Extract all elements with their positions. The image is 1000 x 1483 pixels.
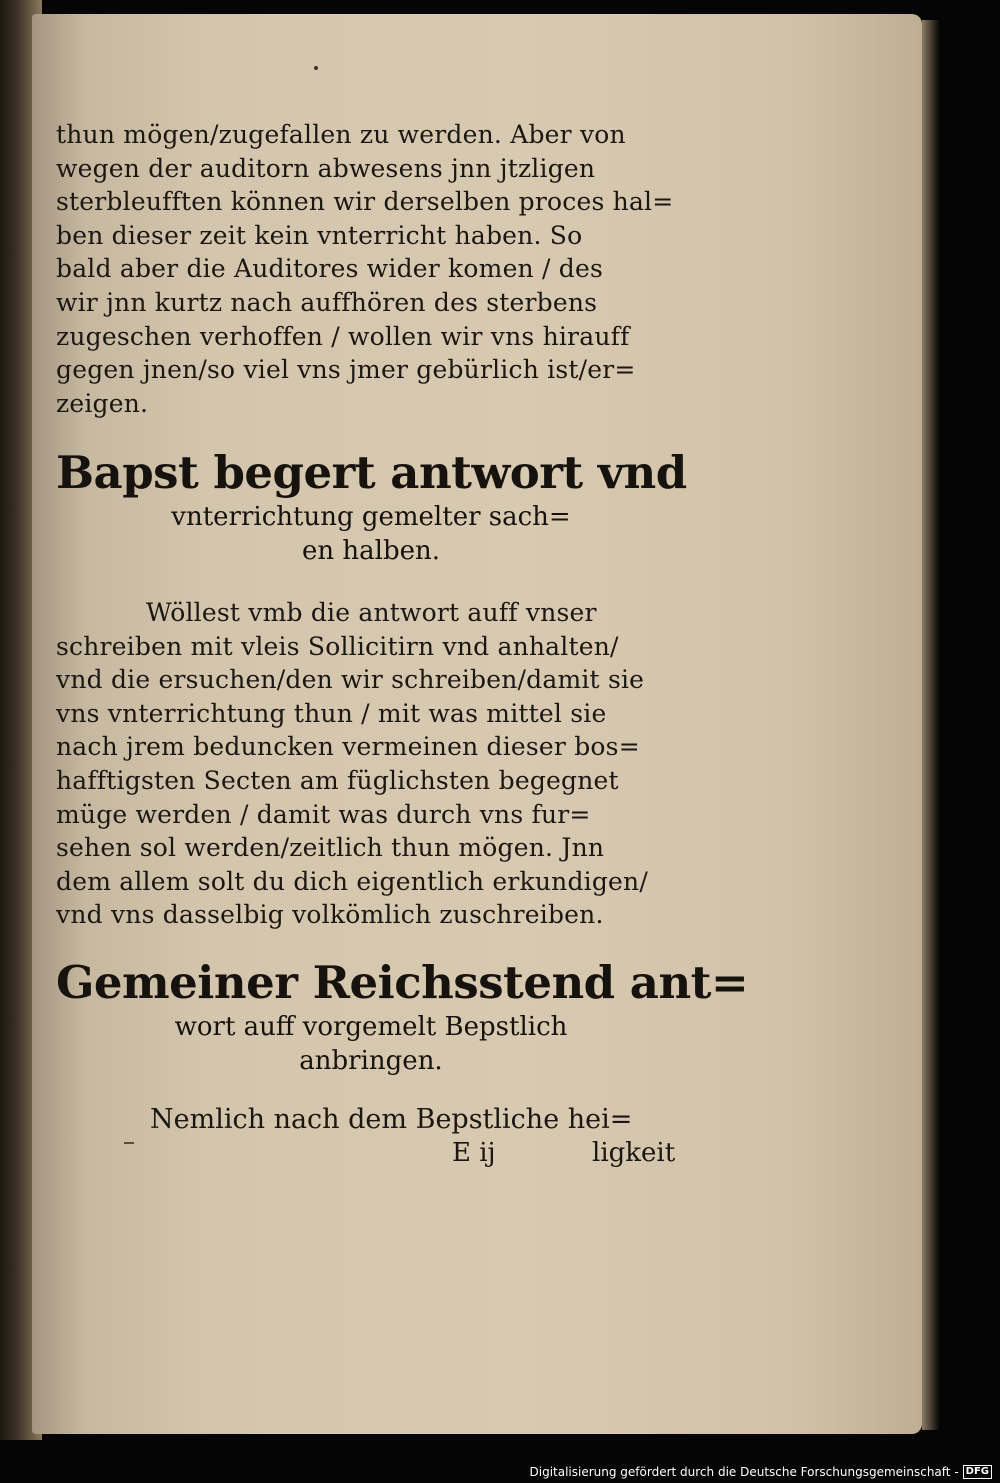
heading-title: Gemeiner Reichsstend ant=	[56, 956, 749, 1009]
text-line: zugeschen verhoffen / wollen wir vns hirauff	[56, 321, 630, 351]
text-line: wir jnn kurtz nach auffhören des sterbens	[56, 287, 598, 317]
text-line: schreiben mit vleis Sollicitirn vnd anhalten/	[56, 631, 619, 661]
text-line: thun mögen/zugefallen zu werden. Aber von	[56, 120, 626, 149]
text-line: vnd vns dasselbig volkömlich zuschreiben.	[56, 900, 604, 930]
catchword: ligkeit	[592, 1138, 676, 1168]
text-line: Nemlich nach dem Bepstliche hei=	[150, 1104, 633, 1135]
text-line: Wöllest vmb die antwort auff vnser	[146, 598, 597, 627]
text-line: ben dieser zeit kein vnterricht haben. So	[56, 220, 583, 250]
paragraph-1	[56, 118, 686, 420]
footer-credit	[530, 1465, 993, 1479]
text-line: vns vnterrichtung thun / mit was mittel sie	[56, 698, 607, 728]
text-line: müge werden / damit was durch vns fur=	[56, 799, 591, 829]
paragraph-2	[56, 596, 686, 932]
text-line: nach jrem beduncken vermeinen dieser bos=	[56, 732, 640, 762]
page-edge	[922, 20, 940, 1430]
margin-mark	[124, 1142, 134, 1144]
heading-subtitle: wort auff vorgemelt Bepstlich	[174, 1012, 568, 1042]
text-line: hafftigsten Secten am füglichsten begegnet	[56, 765, 619, 795]
text-line: dem allem solt du dich eigentlich erkundigen/	[56, 866, 648, 896]
section-heading-2	[56, 956, 749, 1078]
text-line: gegen jnen/so viel vns jmer gebürlich ist/er=	[56, 355, 636, 385]
dfg-logo-icon: DFG	[963, 1465, 992, 1479]
heading-subtitle: anbringen.	[299, 1046, 443, 1076]
signature-mark: E ij	[452, 1138, 496, 1168]
text-line: vnd die ersuchen/den wir schreiben/damit sie	[56, 665, 645, 695]
ink-speck	[314, 66, 318, 70]
footer-text: Digitalisierung gefördert durch die Deutsche Forschungsgemeinschaft -	[529, 1465, 959, 1479]
text-line: wegen der auditorn abwesens jnn jtzligen	[56, 153, 596, 183]
text-line: sehen sol werden/zeitlich thun mögen. Jnn	[56, 833, 605, 863]
heading-subtitle: en halben.	[302, 536, 440, 566]
text-line: sterbleufften können wir derselben proces hal=	[56, 187, 674, 217]
text-line: bald aber die Auditores wider komen / des	[56, 254, 604, 284]
heading-subtitle: vnterrichtung gemelter sach=	[171, 502, 571, 532]
section-heading-1	[56, 446, 686, 568]
text-line: zeigen.	[56, 388, 149, 418]
heading-title: Bapst begert antwort vnd	[56, 446, 687, 499]
